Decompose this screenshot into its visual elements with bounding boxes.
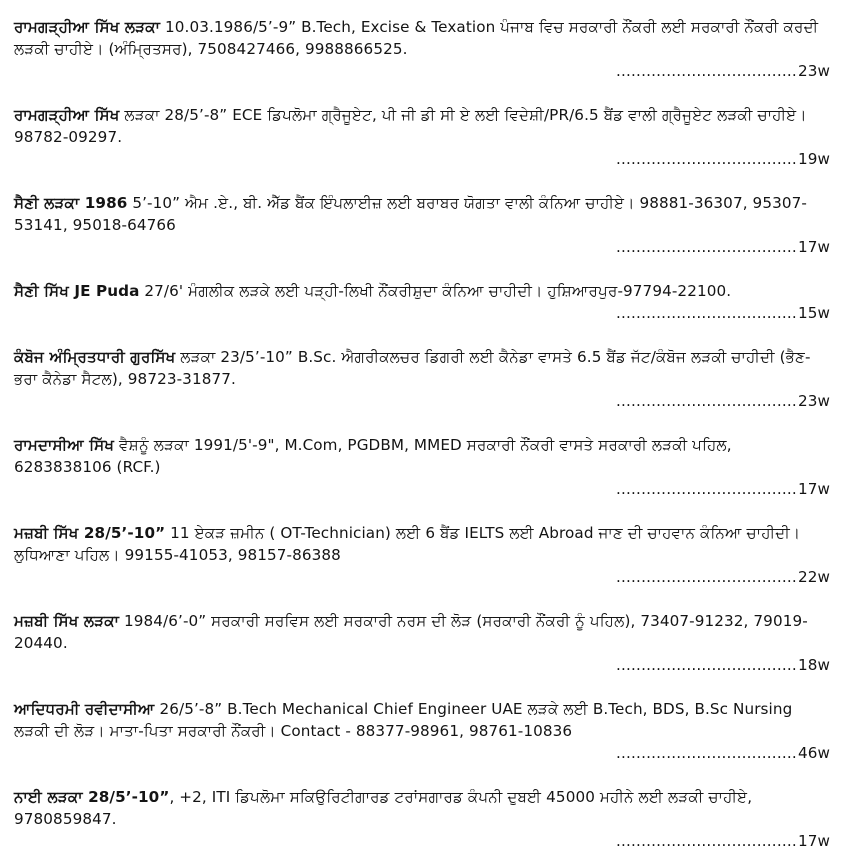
- ad-leader-dots: ....................................: [615, 480, 797, 498]
- ad-text: ਵੈਸ਼ਨੂੰ ਲੜਕਾ 1991/5'-9", M.Com, PGDBM, MMED ਸਰਕਾਰੀ ਨੌਂਕਰੀ ਵਾਸਤੇ ਸਰਕਾਰੀ ਲੜਕੀ ਪਹਿਲ, 6283838106 (RCF.): [14, 436, 732, 476]
- ad-item: [14, 16, 830, 82]
- ad-footer: [14, 390, 830, 412]
- ad-body: [14, 698, 830, 742]
- ad-item: [14, 346, 830, 412]
- ad-text: , +2, ITI ਡਿਪਲੋਮਾ ਸਕਿਉਰਿਟੀਗਾਰਡ ਟਰਾਂਸਗਾਰਡ ਕੰਪਨੀ ਦੁਬਈ 45000 ਮਹੀਨੇ ਲਈ ਲੜਕੀ ਚਾਹੀਏ, 9780859847.: [14, 788, 753, 828]
- ad-heading: ਨਾਈ ਲੜਕਾ 28/5’-10”: [14, 788, 170, 806]
- ad-heading: ਰਾਮਗੜ੍ਹੀਆ ਸਿੱਖ: [14, 106, 120, 124]
- ad-item: [14, 104, 830, 170]
- ad-code: 23w: [797, 62, 830, 80]
- ad-leader-dots: ....................................: [615, 744, 797, 762]
- ad-body: [14, 280, 830, 302]
- ad-body: [14, 192, 830, 236]
- ad-leader-dots: ....................................: [615, 304, 797, 322]
- ad-footer: [14, 60, 830, 82]
- ad-body: [14, 434, 830, 478]
- ad-body: [14, 610, 830, 654]
- ad-footer: [14, 830, 830, 852]
- ad-item: [14, 280, 830, 324]
- ad-leader-dots: ....................................: [615, 150, 797, 168]
- ad-leader-dots: ....................................: [615, 238, 797, 256]
- ad-leader-dots: ....................................: [615, 568, 797, 586]
- ad-code: 19w: [797, 150, 830, 168]
- ad-text: 5’-10” ਐਮ .ਏ., ਬੀ. ਐੱਡ ਬੈਂਕ ਇੰਪਲਾਈਜ਼ ਲਈ ਬਰਾਬਰ ਯੋਗਤਾ ਵਾਲੀ ਕੰਨਿਆ ਚਾਹੀਏ। 98881-36307, 95307-53141, 95018-64766: [14, 194, 807, 234]
- ad-leader-dots: ....................................: [615, 62, 797, 80]
- ad-leader-dots: ....................................: [615, 392, 797, 410]
- ad-item: [14, 522, 830, 588]
- ad-text: 26/5’-8” B.Tech Mechanical Chief Engineer UAE ਲੜਕੇ ਲਈ B.Tech, BDS, B.Sc Nursing ਲੜਕੀ ਦੀ ਲੋੜ। ਮਾਤਾ-ਪਿਤਾ ਸਰਕਾਰੀ ਨੌਂਕਰੀ। Contact - 88377-98961, 98761-10836: [14, 700, 793, 740]
- ad-item: [14, 610, 830, 676]
- ad-heading: ਮਜ਼ਬੀ ਸਿੱਖ 28/5’-10”: [14, 524, 166, 542]
- ad-text: 1984/6’-0” ਸਰਕਾਰੀ ਸਰਵਿਸ ਲਈ ਸਰਕਾਰੀ ਨਰਸ ਦੀ ਲੋੜ (ਸਰਕਾਰੀ ਨੌਂਕਰੀ ਨੂੰ ਪਹਿਲ), 73407-91232, 79019-20440.: [14, 612, 808, 652]
- ad-footer: [14, 742, 830, 764]
- ad-text: ਲੜਕਾ 23/5’-10” B.Sc. ਐਗਰੀਕਲਚਰ ਡਿਗਰੀ ਲਈ ਕੈਨੇਡਾ ਵਾਸਤੇ 6.5 ਬੈਂਡ ਜੱਟ/ਕੰਬੋਜ ਲੜਕੀ ਚਾਹੀਦੀ (ਭੈਣ-ਭਰਾ ਕੈਨੇਡਾ ਸੈਟਲ), 98723-31877.: [14, 348, 811, 388]
- ad-footer: [14, 302, 830, 324]
- ad-body: [14, 16, 830, 60]
- ad-code: 22w: [797, 568, 830, 586]
- ad-body: [14, 104, 830, 148]
- ad-heading: ਕੰਬੋਜ ਅੰਮ੍ਰਿਤਧਾਰੀ ਗੁਰਸਿੱਖ: [14, 348, 176, 366]
- ad-body: [14, 786, 830, 830]
- ad-heading: ਆਦਿਧਰਮੀ ਰਵੀਦਾਸੀਆ: [14, 700, 155, 718]
- ad-heading: ਮਜ਼ਬੀ ਸਿੱਖ ਲੜਕਾ: [14, 612, 120, 630]
- ad-item: [14, 192, 830, 258]
- ad-text: 10.03.1986/5’-9” B.Tech, Excise & Texation ਪੰਜਾਬ ਵਿਚ ਸਰਕਾਰੀ ਨੌਂਕਰੀ ਲਈ ਸਰਕਾਰੀ ਨੌਂਕਰੀ ਕਰਦੀ ਲੜਕੀ ਚਾਹੀਏ। (ਅੰਮ੍ਰਿਤਸਰ), 7508427466, 9988866525.: [14, 18, 819, 58]
- ad-item: [14, 698, 830, 764]
- ad-heading: ਰਾਮਦਾਸੀਆ ਸਿੱਖ: [14, 436, 115, 454]
- ad-heading: ਸੈਣੀ ਸਿੱਖ JE Puda: [14, 282, 140, 300]
- ad-heading: ਸੈਣੀ ਲੜਕਾ 1986: [14, 194, 128, 212]
- ad-footer: [14, 148, 830, 170]
- ad-code: 23w: [797, 392, 830, 410]
- ad-code: 17w: [797, 238, 830, 256]
- ad-code: 17w: [797, 480, 830, 498]
- ad-code: 17w: [797, 832, 830, 850]
- ad-text: 27/6' ਮੰਗਲੀਕ ਲੜਕੇ ਲਈ ਪੜ੍ਹੀ-ਲਿਖੀ ਨੌਂਕਰੀਸ਼ੁਦਾ ਕੰਨਿਆ ਚਾਹੀਦੀ। ਹੁਸ਼ਿਆਰਪੁਰ-97794-22100.: [144, 282, 732, 300]
- ad-leader-dots: ....................................: [615, 656, 797, 674]
- ad-heading: ਰਾਮਗੜ੍ਹੀਆ ਸਿੱਖ ਲੜਕਾ: [14, 18, 161, 36]
- ad-footer: [14, 236, 830, 258]
- ad-text: 11 ਏਕੜ ਜ਼ਮੀਨ ( OT-Technician) ਲਈ 6 ਬੈਂਡ IELTS ਲਈ Abroad ਜਾਣ ਦੀ ਚਾਹਵਾਨ ਕੰਨਿਆ ਚਾਹੀਦੀ। ਲੁਧਿਆਣਾ ਪਹਿਲ। 99155-41053, 98157-86388: [14, 524, 801, 564]
- ad-footer: [14, 654, 830, 676]
- ad-item: [14, 786, 830, 852]
- ad-text: ਲੜਕਾ 28/5’-8” ECE ਡਿਪਲੋਮਾ ਗ੍ਰੈਜੂਏਟ, ਪੀ ਜੀ ਡੀ ਸੀ ਏ ਲਈ ਵਿਦੇਸ਼ੀ/PR/6.5 ਬੈਂਡ ਵਾਲੀ ਗ੍ਰੈਜੂਏਟ ਲੜਕੀ ਚਾਹੀਏ। 98782-09297.: [14, 106, 807, 146]
- ad-leader-dots: ....................................: [615, 832, 797, 850]
- ad-body: [14, 522, 830, 566]
- ad-code: 46w: [797, 744, 830, 762]
- ad-item: [14, 434, 830, 500]
- ad-code: 15w: [797, 304, 830, 322]
- ad-footer: [14, 478, 830, 500]
- ad-code: 18w: [797, 656, 830, 674]
- ad-footer: [14, 566, 830, 588]
- ad-body: [14, 346, 830, 390]
